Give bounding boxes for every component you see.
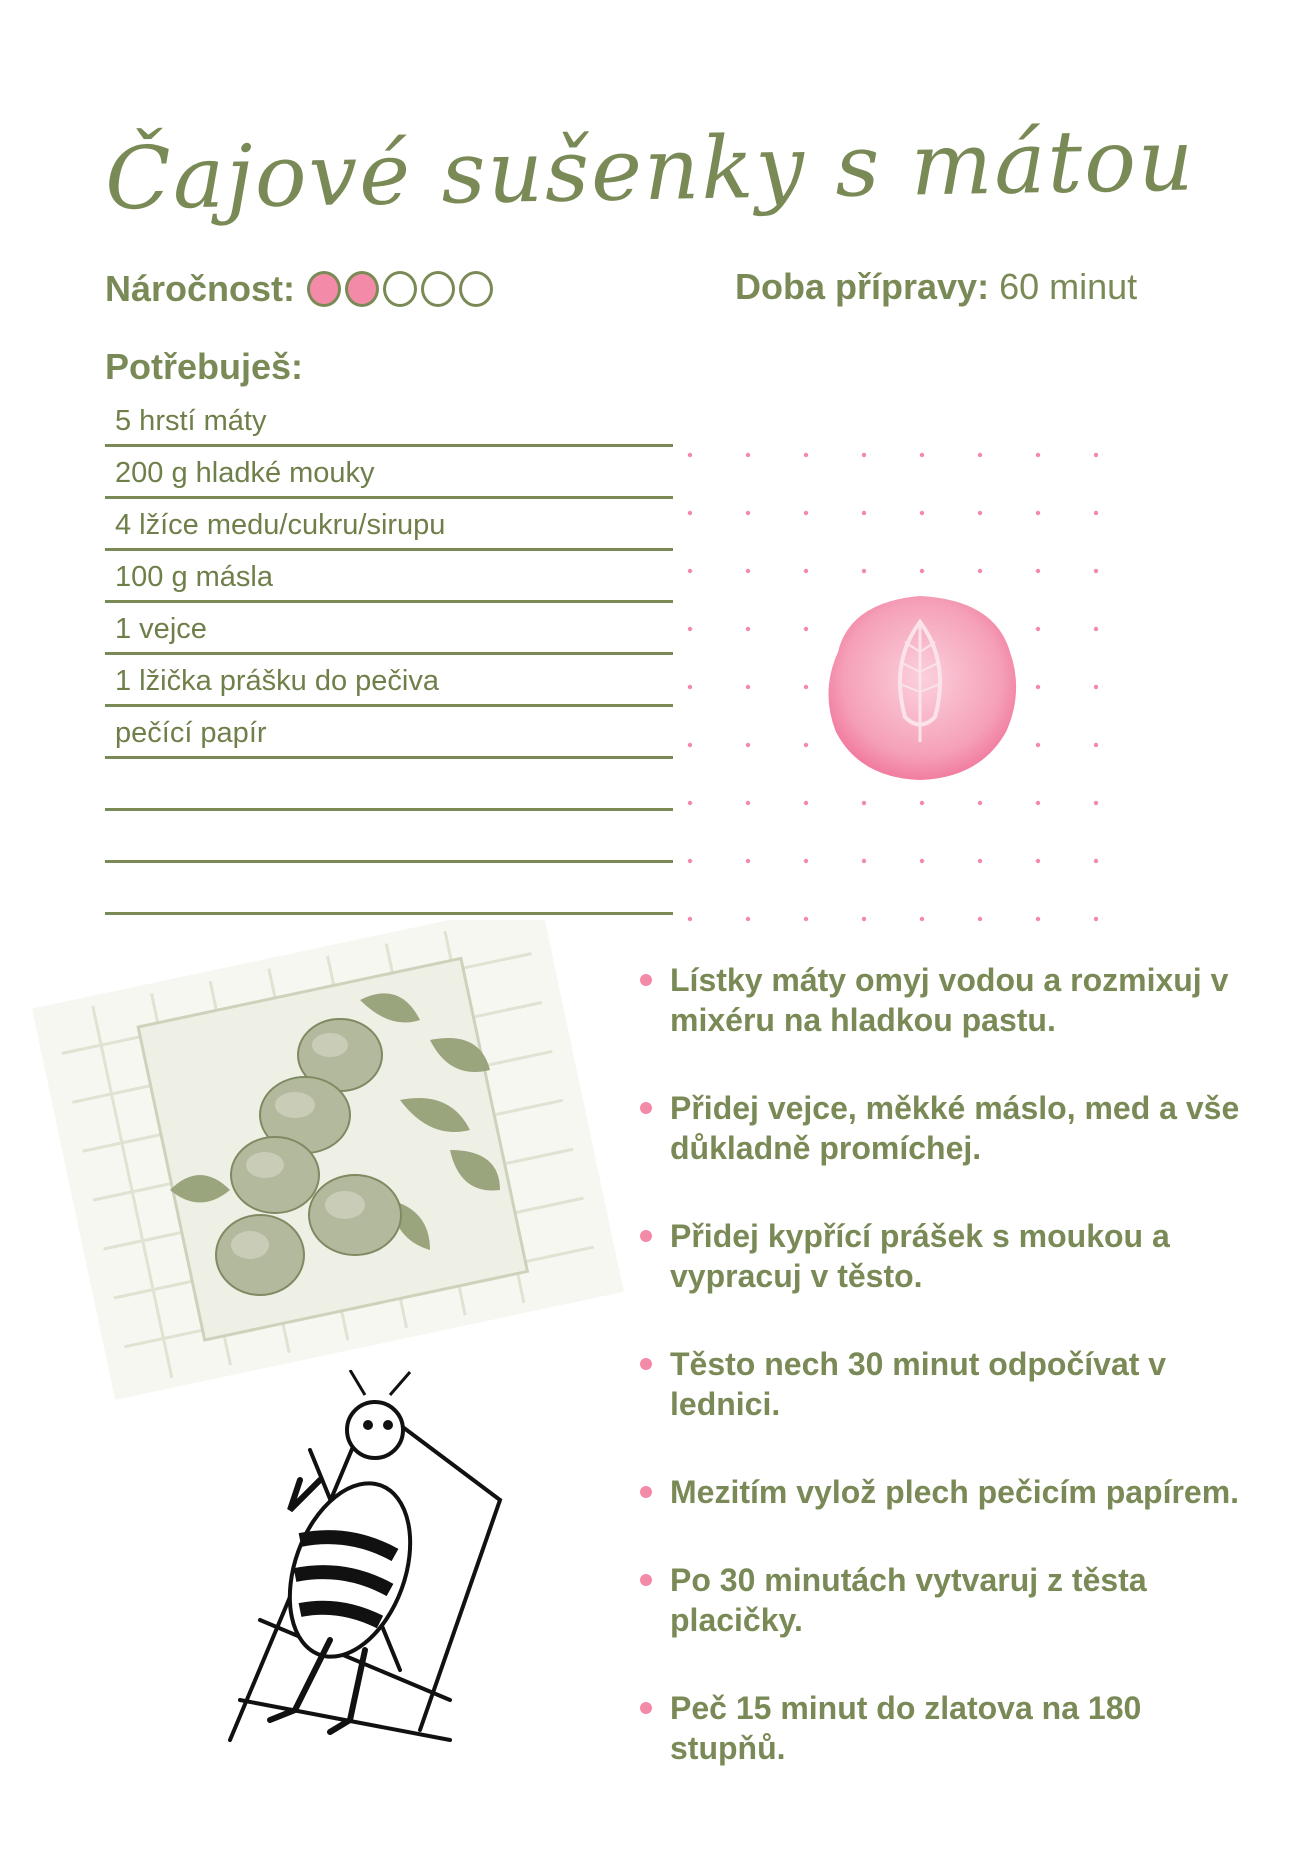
ingredient-row [105,447,673,499]
ingredient-row [105,811,673,863]
ingredient-text: 1 vejce [115,613,207,645]
cookies-photo [30,920,630,1400]
ingredients-heading: Potřebuješ: [105,346,304,387]
ingredient-text: 1 lžička prášku do pečiva [115,665,439,697]
ingredient-row [105,499,673,551]
step-text: Přidej vejce, měkké máslo, med a vše důkladně promíchej. [670,1090,1240,1166]
bullet-dot-icon [640,1358,652,1370]
step-text: Těsto nech 30 minut odpočívat v lednici. [670,1346,1167,1422]
difficulty [105,268,493,310]
step-text: Lístky máty omyj vodou a rozmixuj v mixéru na hladkou pastu. [670,962,1229,1038]
page-title: Čajové sušenky s mátou [104,110,1197,230]
ingredient-text: 200 g hladké mouky [115,457,375,489]
prep-time [735,266,1137,308]
steps-list [640,960,1260,1816]
step-item [640,1216,1260,1296]
step-item [640,1688,1260,1768]
bullet-dot-icon [640,974,652,986]
ingredient-row [105,395,673,447]
bullet-dot-icon [640,1702,652,1714]
bullet-dot-icon [640,1102,652,1114]
difficulty-label: Náročnost: [105,268,296,309]
mint-cookie-icon [810,582,1030,792]
step-text: Peč 15 minut do zlatova na 180 stupňů. [670,1690,1142,1766]
bullet-dot-icon [640,1486,652,1498]
ingredient-row [105,707,673,759]
ingredient-row [105,551,673,603]
ingredient-row [105,759,673,811]
ingredient-list [105,395,673,915]
ingredient-text: 5 hrstí máty [115,405,267,437]
step-item [640,1472,1260,1512]
difficulty-dot [421,271,455,307]
difficulty-dot [307,271,341,307]
step-item [640,1560,1260,1640]
ingredient-row [105,603,673,655]
step-item [640,1088,1260,1168]
bullet-dot-icon [640,1574,652,1586]
step-text: Mezitím vylož plech pečicím papírem. [670,1474,1240,1510]
bullet-dot-icon [640,1230,652,1242]
step-item [640,960,1260,1040]
prep-time-label: Doba přípravy: [735,266,990,307]
step-item [640,1344,1260,1424]
ingredient-text: pečící papír [115,717,267,749]
step-text: Přidej kypřící prášek s moukou a vypracuj v těsto. [670,1218,1170,1294]
ingredient-text: 100 g másla [115,561,273,593]
ingredient-row [105,655,673,707]
ingredient-row [105,863,673,915]
difficulty-dot [345,271,379,307]
ingredient-text: 4 lžíce medu/cukru/sirupu [115,509,446,541]
prep-time-value: 60 minut [999,266,1138,307]
bee-in-deckchair-illustration [200,1370,580,1750]
difficulty-dot [459,271,493,307]
difficulty-rating [307,271,493,307]
difficulty-dot [383,271,417,307]
step-text: Po 30 minutách vytvaruj z těsta placičky. [670,1562,1147,1638]
